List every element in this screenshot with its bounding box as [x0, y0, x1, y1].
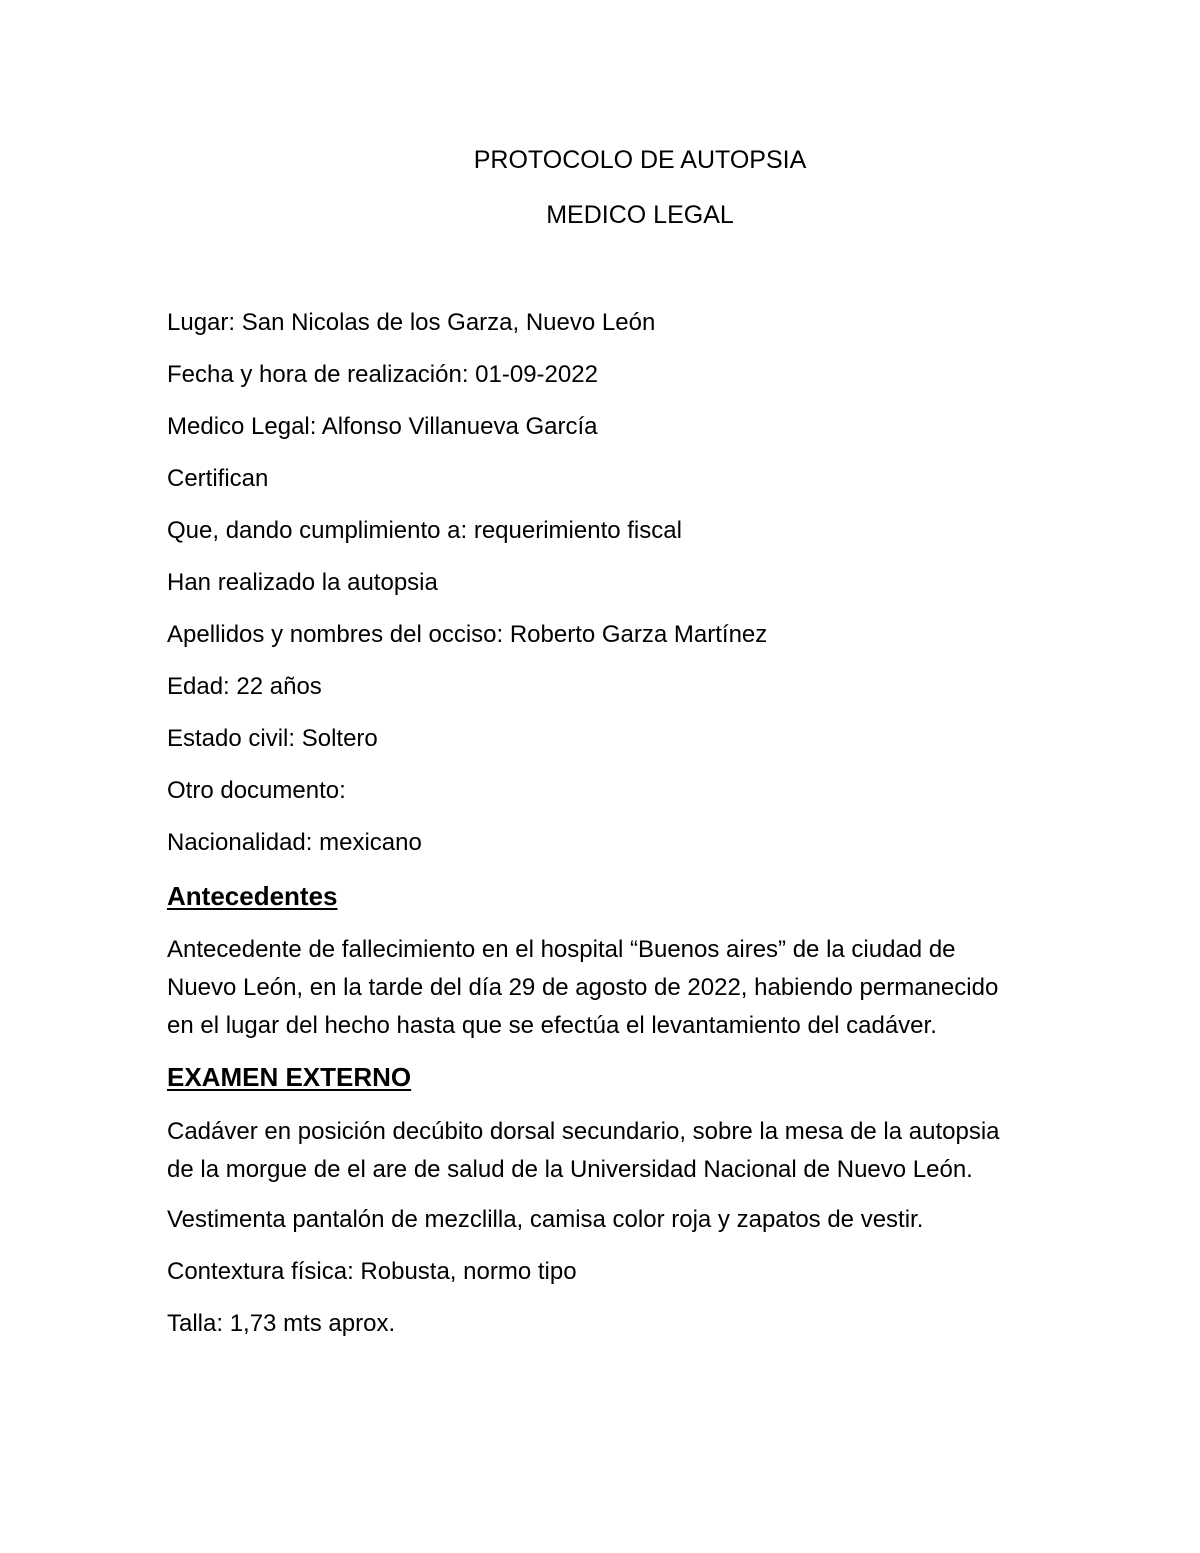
field-medico-legal: Medico Legal: Alfonso Villanueva García — [167, 413, 598, 440]
field-talla: Talla: 1,73 mts aprox. — [167, 1310, 396, 1337]
paragraph-line: Nuevo León, en la tarde del día 29 de agosto de 2022, habiendo permanecido — [167, 974, 999, 1001]
document-subtitle: MEDICO LEGAL — [546, 201, 734, 229]
field-contextura: Contextura física: Robusta, normo tipo — [167, 1258, 577, 1285]
field-certifican: Certifican — [167, 465, 269, 492]
field-nacionalidad: Nacionalidad: mexicano — [167, 829, 422, 856]
field-occiso: Apellidos y nombres del occiso: Roberto Garza Martínez — [167, 621, 768, 648]
examen-externo-paragraph — [167, 1113, 1047, 1189]
field-requerimiento: Que, dando cumplimiento a: requerimiento fiscal — [167, 517, 682, 544]
field-vestimenta: Vestimenta pantalón de mezclilla, camisa color roja y zapatos de vestir. — [167, 1206, 924, 1233]
paragraph-line: Cadáver en posición decúbito dorsal secundario, sobre la mesa de la autopsia — [167, 1118, 1000, 1145]
field-estado-civil: Estado civil: Soltero — [167, 725, 378, 752]
field-otro-documento: Otro documento: — [167, 777, 346, 804]
paragraph-line: en el lugar del hecho hasta que se efectúa el levantamiento del cadáver. — [167, 1012, 937, 1039]
field-autopsia: Han realizado la autopsia — [167, 569, 438, 596]
document-title: PROTOCOLO DE AUTOPSIA — [473, 146, 807, 174]
antecedentes-paragraph — [167, 931, 1047, 1045]
field-edad: Edad: 22 años — [167, 673, 322, 700]
paragraph-line: Antecedente de fallecimiento en el hospital “Buenos aires” de la ciudad de — [167, 936, 956, 963]
heading-antecedentes: Antecedentes — [167, 881, 338, 911]
field-fecha: Fecha y hora de realización: 01-09-2022 — [167, 361, 598, 388]
field-lugar: Lugar: San Nicolas de los Garza, Nuevo León — [167, 309, 656, 336]
heading-examen-externo: EXAMEN EXTERNO — [167, 1062, 412, 1092]
paragraph-line: de la morgue de el are de salud de la Universidad Nacional de Nuevo León. — [167, 1156, 973, 1183]
